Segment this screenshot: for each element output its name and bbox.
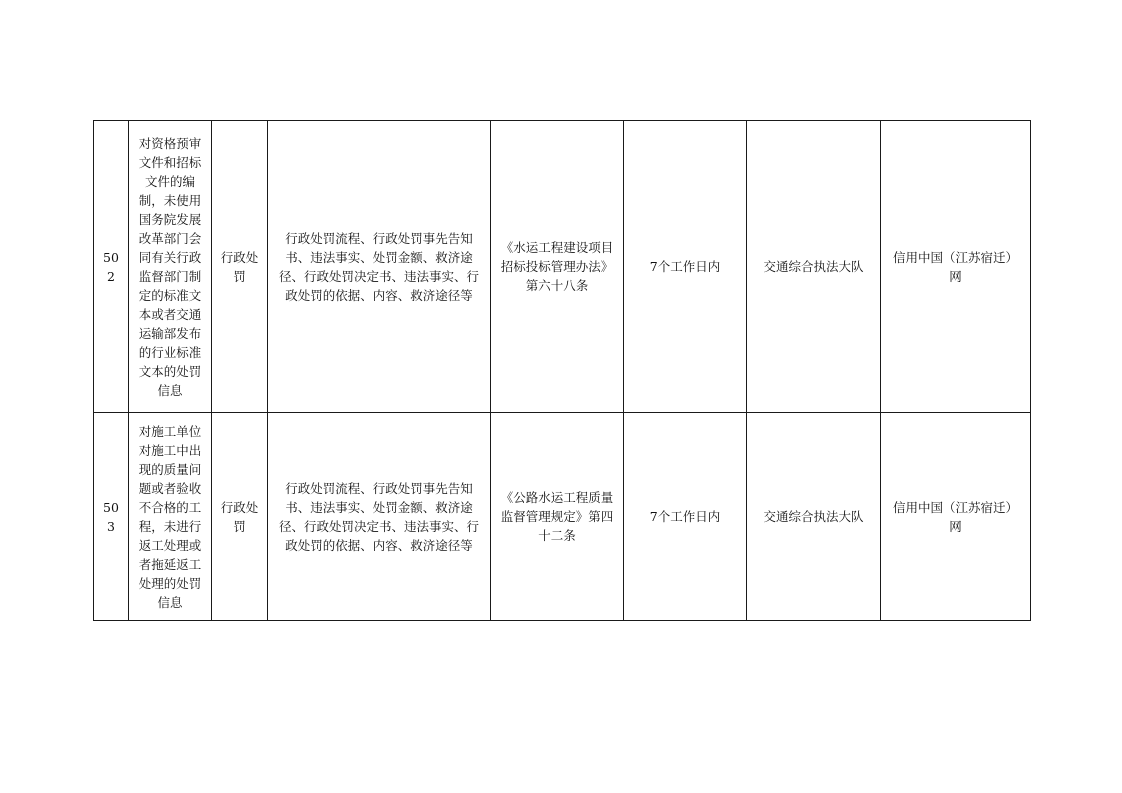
content-cell: 行政处罚流程、行政处罚事先告知书、违法事实、处罚金额、救济途径、行政处罚决定书、违法事实、行政处罚的依据、内容、救济途径等: [268, 413, 491, 621]
channel-cell: 信用中国（江苏宿迁）网: [881, 413, 1031, 621]
content-cell: 行政处罚流程、行政处罚事先告知书、违法事实、处罚金额、救济途径、行政处罚决定书、违法事实、行政处罚的依据、内容、救济途径等: [268, 121, 491, 413]
time-limit-cell: 7个工作日内: [624, 413, 747, 621]
category-cell: 行政处罚: [212, 121, 268, 413]
item-name-cell: 对施工单位对施工中出现的质量问题或者验收不合格的工程，未进行返工处理或者拖延返工处理的处罚信息: [129, 413, 212, 621]
disclosure-table: [93, 120, 1031, 621]
table-row: [94, 413, 1031, 621]
department-cell: 交通综合执法大队: [747, 121, 881, 413]
time-limit-cell: 7个工作日内: [624, 121, 747, 413]
item-name-cell: 对资格预审文件和招标文件的编制，未使用国务院发展改革部门会同有关行政监督部门制定的标准文本或者交通运输部发布的行业标准文本的处罚信息: [129, 121, 212, 413]
row-number: 503: [94, 413, 129, 621]
row-number: 502: [94, 121, 129, 413]
legal-basis-cell: 《公路水运工程质量监督管理规定》第四十二条: [491, 413, 624, 621]
category-cell: 行政处罚: [212, 413, 268, 621]
department-cell: 交通综合执法大队: [747, 413, 881, 621]
table-row: [94, 121, 1031, 413]
legal-basis-cell: 《水运工程建设项目招标投标管理办法》第六十八条: [491, 121, 624, 413]
channel-cell: 信用中国（江苏宿迁）网: [881, 121, 1031, 413]
